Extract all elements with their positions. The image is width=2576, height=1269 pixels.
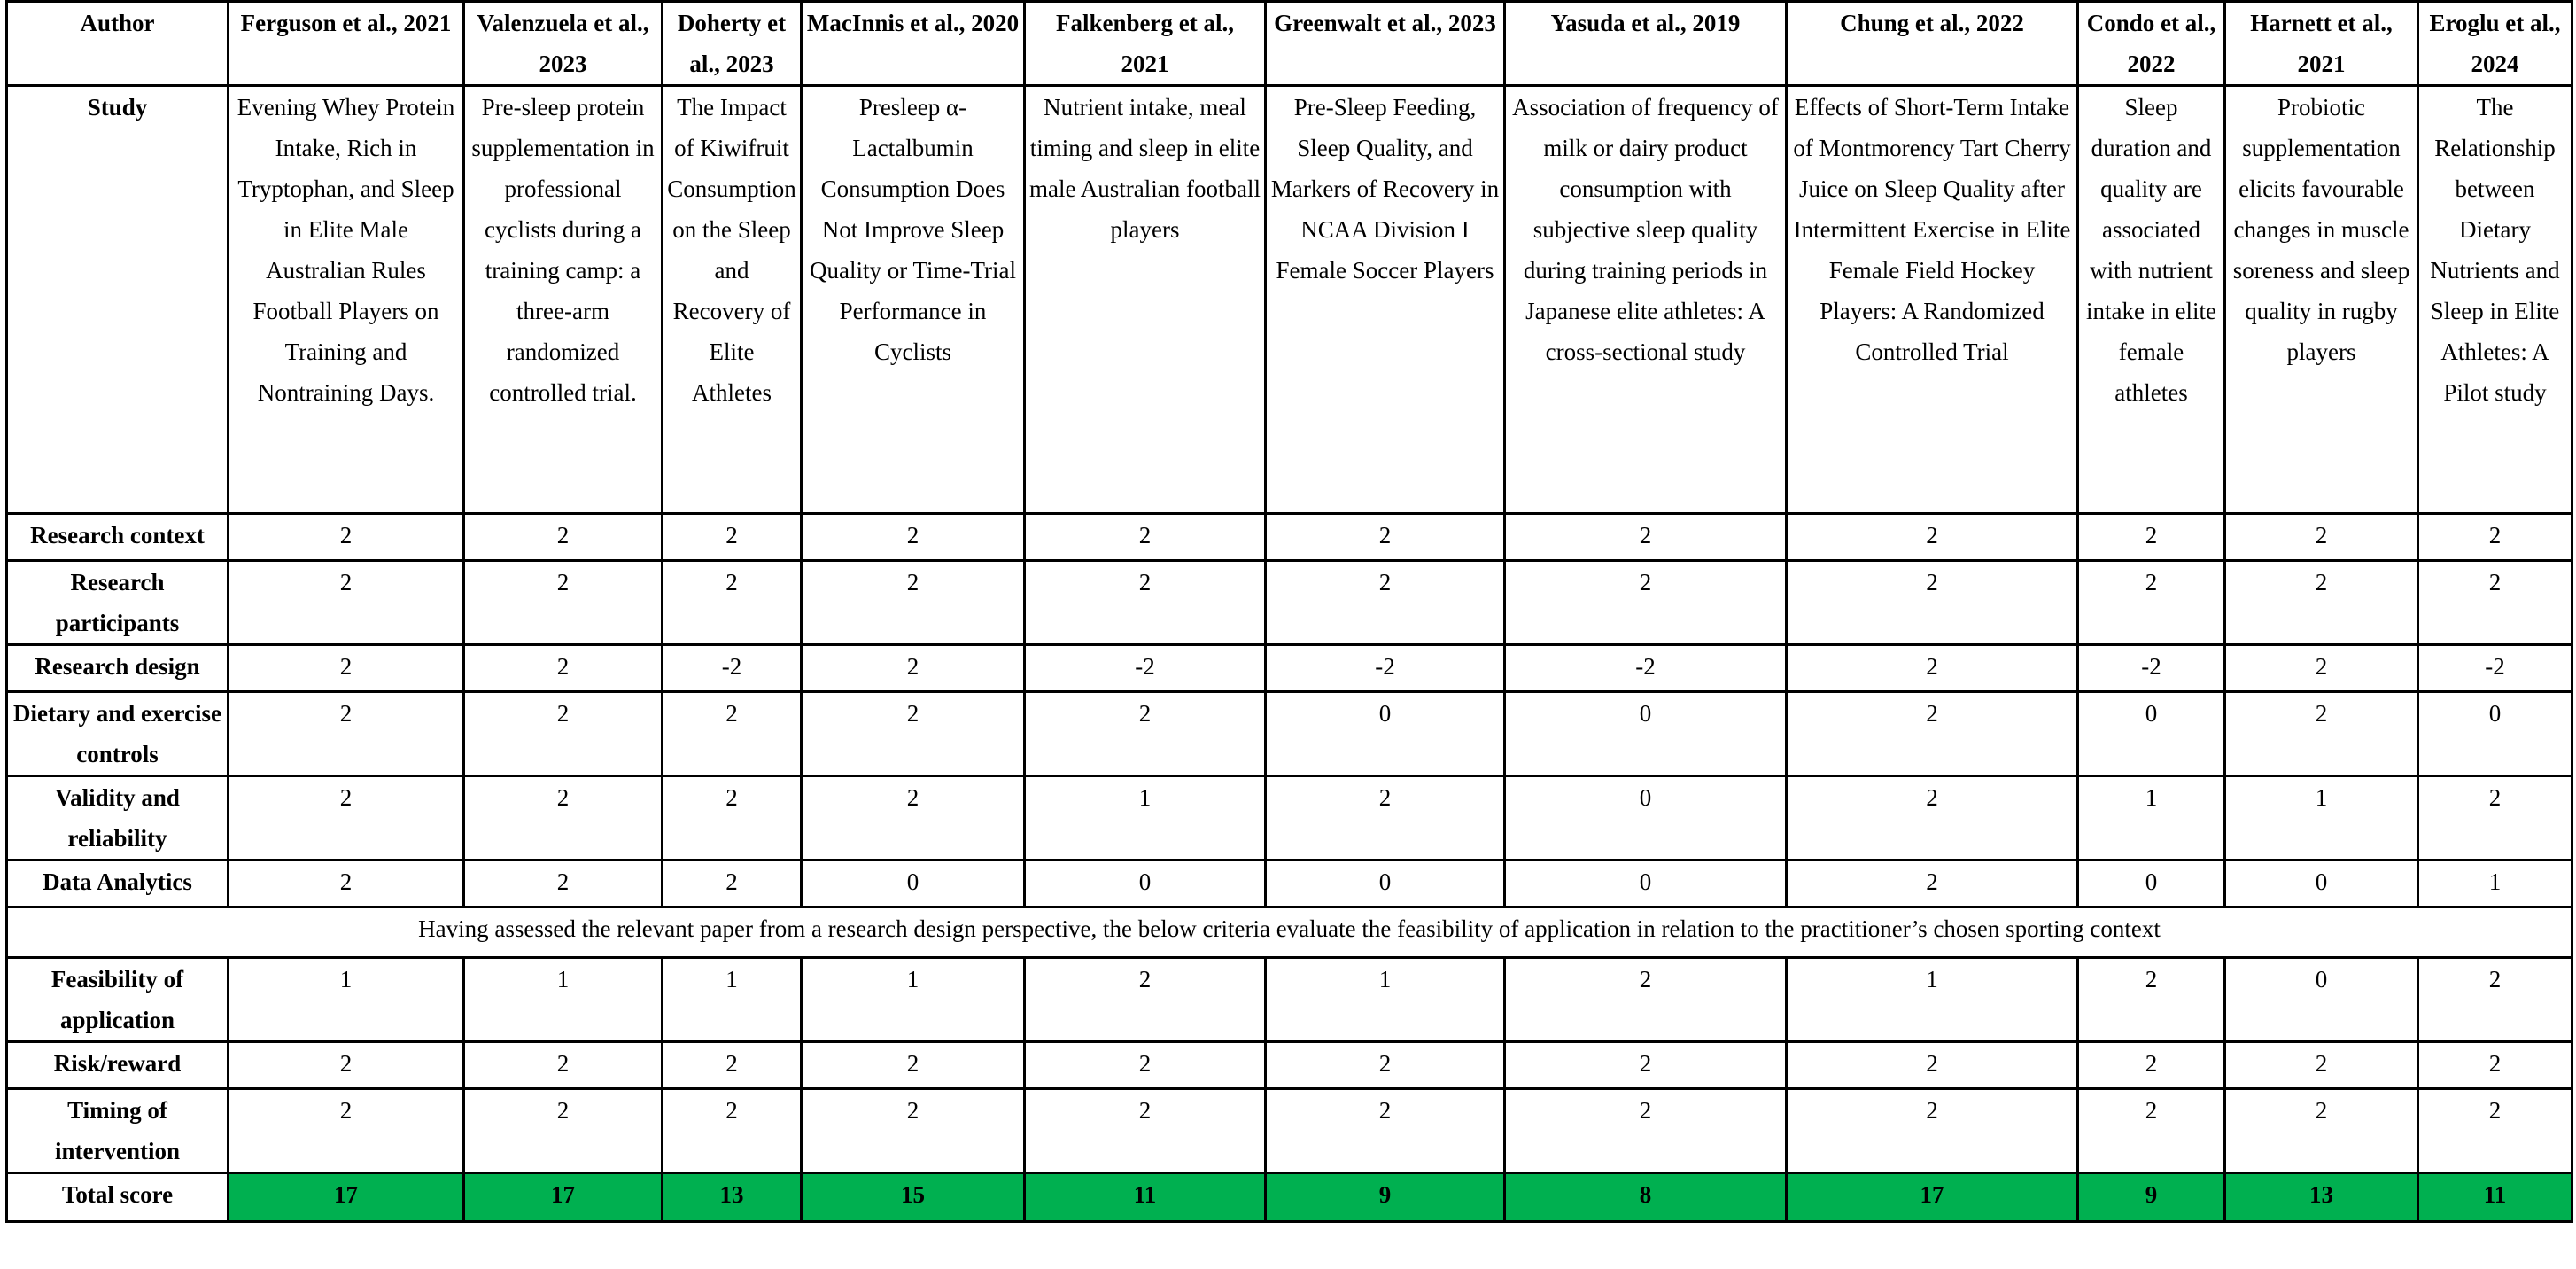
author-cell: Falkenberg et al., 2021 [1025,2,1266,86]
score-cell: 2 [2418,561,2572,645]
score-cell: 0 [2418,692,2572,776]
score-cell: 2 [663,1089,802,1173]
total-cell: 11 [1025,1173,1266,1222]
score-cell: -2 [1025,645,1266,692]
score-cell: 2 [1505,1089,1787,1173]
score-cell: 2 [2078,1089,2225,1173]
score-cell: 0 [1266,692,1505,776]
score-cell: 2 [229,561,464,645]
total-cell: 15 [802,1173,1025,1222]
score-cell: 1 [663,958,802,1042]
score-cell: 2 [464,514,663,561]
criterion-label: Risk/reward [7,1042,229,1089]
quality-assessment-table [5,0,2573,1223]
score-cell: -2 [1266,645,1505,692]
score-cell: 2 [1787,561,2078,645]
score-cell: 2 [229,692,464,776]
criterion-label: Research participants [7,561,229,645]
score-cell: 2 [1505,561,1787,645]
criterion-label: Research design [7,645,229,692]
criterion-label: Timing of intervention [7,1089,229,1173]
score-cell: 2 [1025,561,1266,645]
score-cell: 2 [229,645,464,692]
score-cell: 2 [663,514,802,561]
score-cell: 2 [802,1042,1025,1089]
score-cell: 0 [2225,958,2418,1042]
score-cell: 2 [1025,692,1266,776]
score-cell: 2 [802,1089,1025,1173]
score-cell: 0 [802,860,1025,907]
score-cell: 2 [229,514,464,561]
criterion-row-research-context [7,514,2572,561]
score-cell: 2 [2418,776,2572,860]
study-cell: Pre-Sleep Feeding, Sleep Quality, and Markers of Recovery in NCAA Division I Female Soccer Players [1266,86,1505,514]
score-cell: -2 [663,645,802,692]
total-label: Total score [7,1173,229,1222]
author-cell: MacInnis et al., 2020 [802,2,1025,86]
score-cell: 2 [229,1042,464,1089]
score-cell: 2 [1787,1042,2078,1089]
score-cell: 2 [802,645,1025,692]
study-cell: The Impact of Kiwifruit Consumption on the Sleep and Recovery of Elite Athletes [663,86,802,514]
author-cell: Yasuda et al., 2019 [1505,2,1787,86]
score-cell: 1 [464,958,663,1042]
score-cell: 0 [2078,860,2225,907]
score-cell: 0 [2225,860,2418,907]
criterion-label: Feasibility of application [7,958,229,1042]
study-cell: Effects of Short-Term Intake of Montmorency Tart Cherry Juice on Sleep Quality after Intermittent Exercise in Elite Female Field Hockey Players: A Randomized Controlled Trial [1787,86,2078,514]
score-cell: 2 [663,1042,802,1089]
score-cell: 0 [1505,860,1787,907]
score-cell: 1 [1266,958,1505,1042]
total-cell: 13 [2225,1173,2418,1222]
criterion-row-timing [7,1089,2572,1173]
author-cell: Ferguson et al., 2021 [229,2,464,86]
score-cell: 2 [2225,692,2418,776]
author-cell: Chung et al., 2022 [1787,2,2078,86]
score-cell: 2 [802,514,1025,561]
score-cell: 1 [1787,958,2078,1042]
score-cell: 2 [1025,514,1266,561]
score-cell: 2 [802,561,1025,645]
criterion-row-validity-reliability [7,776,2572,860]
score-cell: 2 [2418,958,2572,1042]
total-cell: 13 [663,1173,802,1222]
criterion-row-dietary-exercise-controls [7,692,2572,776]
score-cell: 2 [1505,958,1787,1042]
criterion-row-risk-reward [7,1042,2572,1089]
score-cell: 2 [464,561,663,645]
total-cell: 17 [464,1173,663,1222]
score-cell: 2 [1266,776,1505,860]
score-cell: 2 [2225,514,2418,561]
score-cell: 2 [229,860,464,907]
total-cell: 11 [2418,1173,2572,1222]
score-cell: 2 [464,776,663,860]
study-cell: Presleep α-Lactalbumin Consumption Does Not Improve Sleep Quality or Time-Trial Performance in Cyclists [802,86,1025,514]
total-cell: 17 [229,1173,464,1222]
study-cell: Evening Whey Protein Intake, Rich in Tryptophan, and Sleep in Elite Male Australian Rules Football Players on Training and Nontraining Days. [229,86,464,514]
score-cell: 1 [229,958,464,1042]
note-row [7,907,2572,958]
total-cell: 8 [1505,1173,1787,1222]
score-cell: 2 [1025,1042,1266,1089]
author-cell: Greenwalt et al., 2023 [1266,2,1505,86]
score-cell: 2 [229,776,464,860]
author-cell: Harnett et al., 2021 [2225,2,2418,86]
score-cell: 2 [2078,958,2225,1042]
score-cell: 0 [1505,692,1787,776]
score-cell: 2 [1787,776,2078,860]
score-cell: 1 [2078,776,2225,860]
score-cell: 1 [2418,860,2572,907]
score-cell: 2 [464,860,663,907]
author-row [7,2,2572,86]
author-cell: Doherty et al., 2023 [663,2,802,86]
total-row [7,1173,2572,1222]
study-cell: Nutrient intake, meal timing and sleep in elite male Australian football players [1025,86,1266,514]
score-cell: 2 [1266,514,1505,561]
score-cell: 1 [2225,776,2418,860]
score-cell: 2 [464,1089,663,1173]
score-cell: 2 [2225,645,2418,692]
score-cell: 2 [2225,1089,2418,1173]
score-cell: 2 [1266,1042,1505,1089]
total-cell: 9 [1266,1173,1505,1222]
criterion-row-feasibility [7,958,2572,1042]
score-cell: 2 [1787,514,2078,561]
score-cell: 2 [464,645,663,692]
study-cell: Association of frequency of milk or dairy product consumption with subjective sleep quality during training periods in Japanese elite athletes: A cross-sectional study [1505,86,1787,514]
score-cell: 0 [1025,860,1266,907]
score-cell: 2 [1266,561,1505,645]
score-cell: 2 [663,776,802,860]
score-cell: 2 [1025,1089,1266,1173]
score-cell: 1 [802,958,1025,1042]
criterion-row-research-participants [7,561,2572,645]
score-cell: 0 [1266,860,1505,907]
score-cell: 2 [1787,645,2078,692]
total-cell: 17 [1787,1173,2078,1222]
score-cell: 2 [802,692,1025,776]
author-cell: Eroglu et al., 2024 [2418,2,2572,86]
score-cell: 2 [2078,1042,2225,1089]
score-cell: 2 [1505,1042,1787,1089]
score-cell: 2 [1787,1089,2078,1173]
total-cell: 9 [2078,1173,2225,1222]
score-cell: 2 [2078,514,2225,561]
criterion-row-data-analytics [7,860,2572,907]
score-cell: 0 [1505,776,1787,860]
author-cell: Condo et al., 2022 [2078,2,2225,86]
score-cell: 2 [663,860,802,907]
score-cell: 2 [464,1042,663,1089]
score-cell: 2 [1266,1089,1505,1173]
score-cell: 2 [1505,514,1787,561]
score-cell: 2 [464,692,663,776]
score-cell: 2 [1787,692,2078,776]
score-cell: 2 [1787,860,2078,907]
criterion-label: Data Analytics [7,860,229,907]
score-cell: 2 [663,561,802,645]
score-cell: -2 [2078,645,2225,692]
score-cell: 2 [2418,514,2572,561]
score-cell: 2 [2418,1042,2572,1089]
study-cell: Sleep duration and quality are associated with nutrient intake in elite female athletes [2078,86,2225,514]
score-cell: 2 [1025,958,1266,1042]
score-cell: 2 [802,776,1025,860]
score-cell: 2 [2225,561,2418,645]
study-cell: Probiotic supplementation elicits favourable changes in muscle soreness and sleep quality in rugby players [2225,86,2418,514]
study-row [7,86,2572,514]
study-header: Study [7,86,229,514]
study-cell: Pre-sleep protein supplementation in professional cyclists during a training camp: a three-arm randomized controlled trial. [464,86,663,514]
criterion-label: Dietary and exercise controls [7,692,229,776]
author-header: Author [7,2,229,86]
score-cell: 2 [2418,1089,2572,1173]
criterion-label: Research context [7,514,229,561]
criterion-row-research-design [7,645,2572,692]
score-cell: 0 [2078,692,2225,776]
criterion-label: Validity and reliability [7,776,229,860]
score-cell: 2 [229,1089,464,1173]
author-cell: Valenzuela et al., 2023 [464,2,663,86]
score-cell: 1 [1025,776,1266,860]
study-cell: The Relationship between Dietary Nutrients and Sleep in Elite Athletes: A Pilot study [2418,86,2572,514]
score-cell: -2 [2418,645,2572,692]
section-note: Having assessed the relevant paper from a research design perspective, the below criteria evaluate the feasibility of application in relation to the practitioner’s chosen sporting context [7,907,2572,958]
score-cell: 2 [663,692,802,776]
score-cell: 2 [2078,561,2225,645]
score-cell: 2 [2225,1042,2418,1089]
score-cell: -2 [1505,645,1787,692]
